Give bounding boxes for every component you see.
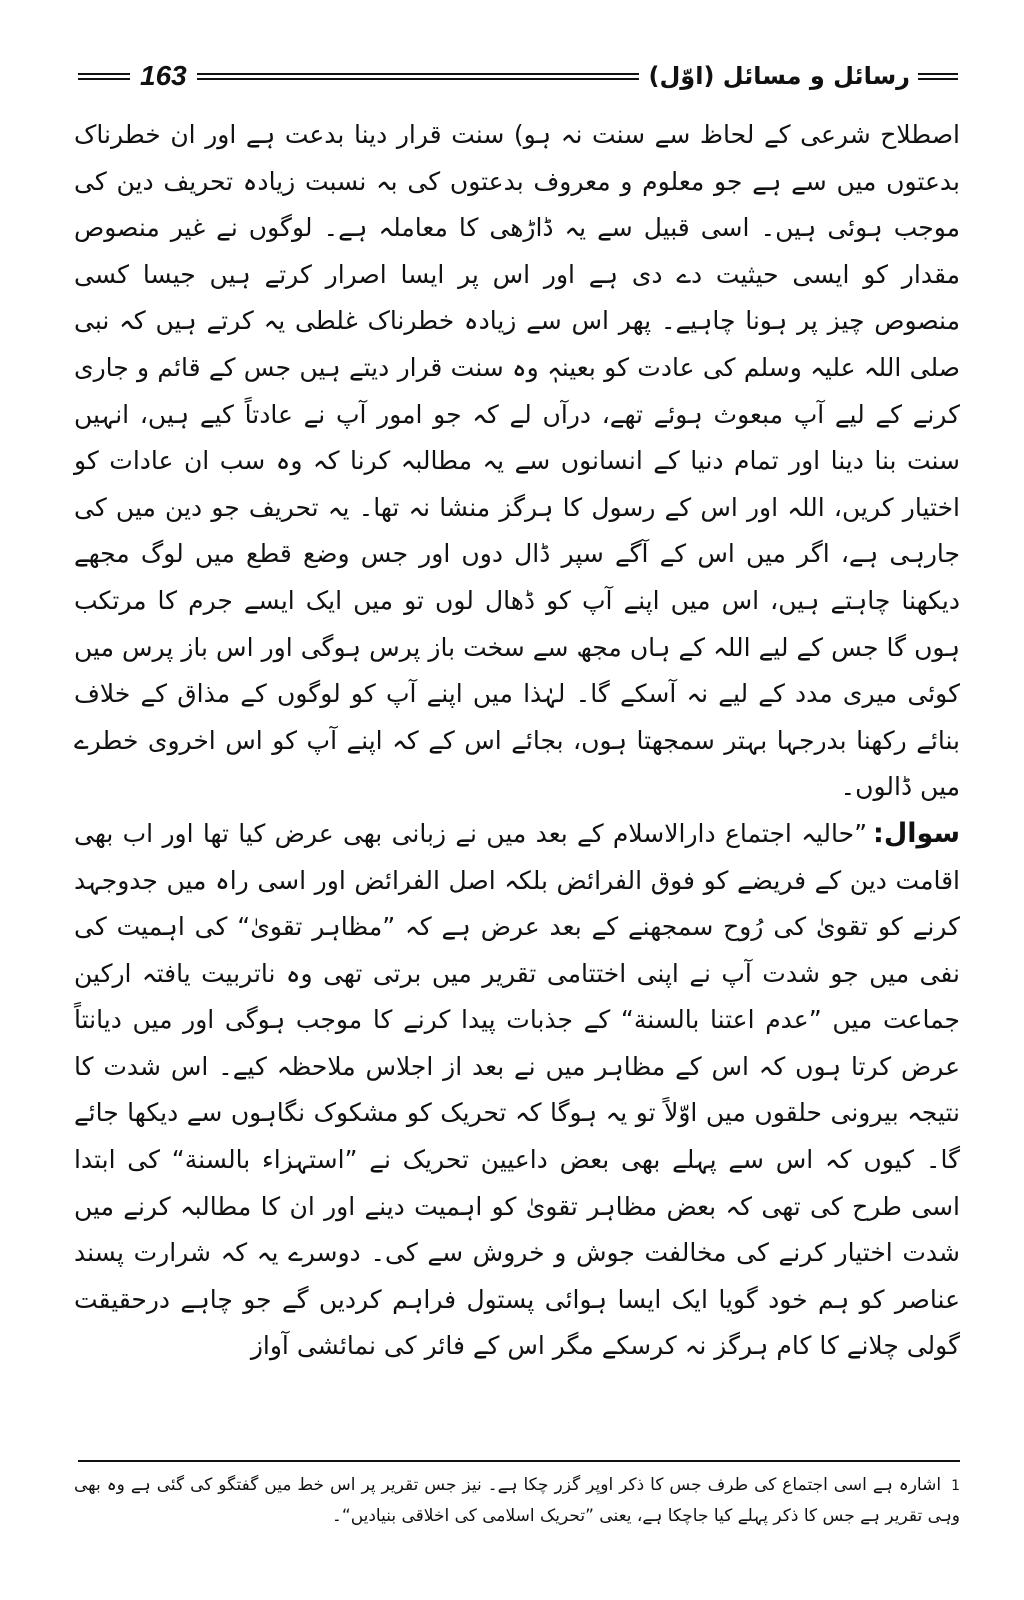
main-text — [74, 112, 960, 1370]
question-text: ”حالیہ اجتماع دارالاسلام کے بعد میں نے زبانی بھی عرض کیا تھا اور اب بھی اقامت دین کے فریضے کو فوق الفرائض بلکہ اصل الفرائض اور اسی راہ میں جدوجہد کرنے کو تقویٰ کی رُوح سمجھنے کے بعد عرض ہے کہ ”مظاہر تقویٰ“ کی اہمیت کی نفی میں جو شدت آپ نے اپنی اختتامی تقریر میں برتی تھی وہ ناتربیت یافتہ ارکین جماعت میں ”عدم اعتنا بالسنة“ کے جذبات پیدا کرنے کا موجب ہوگی اور میں دیانتاً عرض کرتا ہوں کہ اس کے مظاہر میں نے بعد از اجلاس ملاحظہ کیے۔ اس شدت کا نتیجہ بیرونی حلقوں میں اوّلاً تو یہ ہوگا کہ تحریک کو مشکوک نگاہوں سے دیکھا جائے گا۔ کیوں کہ اس سے پہلے بھی بعض داعیین تحریک نے ”استہزاء بالسنة“ کی ابتدا اسی طرح کی تھی کہ بعض مظاہر تقویٰ کو اہمیت دینے اور ان کا مطالبہ کرنے میں شدت اختیار کرنے کی مخالفت جوش و خروش سے کی۔ دوسرے یہ کہ شرارت پسند عناصر کو ہم خود گویا ایک ایسا ہوائی پستول فراہم کردیں گے جو چاہے درحقیقت گولی چلانے کا کام ہرگز نہ کرسکے مگر اس کے فائر کی نمائشی آواز — [74, 818, 960, 1361]
footnote-text: اشارہ ہے اسی اجتماع کی طرف جس کا ذکر اوپر گزر چکا ہے۔ نیز جس تقریر پر اس خط میں گفتگو کی گئی ہے وہ بھی وہی تقریر ہے جس کا ذکر پہلے کیا جاچکا ہے، یعنی ”تحریک اسلامی کی اخلاقی بنیادیں“۔ — [74, 1475, 960, 1526]
header-rule-right — [918, 73, 958, 80]
footnote — [74, 1470, 960, 1531]
running-title: رسائل و مسائل (اوّل) — [648, 62, 910, 90]
footnote-divider — [78, 1460, 960, 1462]
header-rule-middle — [197, 73, 639, 80]
footnote-marker: 1 — [951, 1478, 960, 1494]
paragraph-question — [74, 811, 960, 1370]
page-header — [78, 56, 958, 96]
page-number: 163 — [140, 60, 187, 91]
paragraph-answer-continuation: اصطلاح شرعی کے لحاظ سے سنت نہ ہو) سنت قرار دینا بدعت ہے اور ان خطرناک بدعتوں میں سے ہے جو معلوم و معروف بدعتوں کی بہ نسبت زیادہ تحریف دین کی موجب ہوئی ہیں۔ اسی قبیل سے یہ ڈاڑھی کا معاملہ ہے۔ لوگوں نے غیر منصوص مقدار کو ایسی حیثیت دے دی ہے اور اس پر ایسا اصرار کرتے ہیں جیسا کسی منصوص چیز پر ہونا چاہیے۔ پھر اس سے زیادہ خطرناک غلطی یہ کرتے ہیں کہ نبی صلی اللہ علیہ وسلم کی عادت کو بعینہٖ وہ سنت قرار دیتے ہیں جس کے قائم و جاری کرنے کے لیے آپ مبعوث ہوئے تھے، درآں لے کہ جو امور آپ نے عادتاً کیے ہیں، انہیں سنت بنا دینا اور تمام دنیا کے انسانوں سے یہ مطالبہ کرنا کہ وہ سب ان عادات کو اختیار کریں، اللہ اور اس کے رسول کا ہرگز منشا نہ تھا۔ یہ تحریف جو دین میں کی جارہی ہے، اگر میں اس کے آگے سپر ڈال دوں اور جس وضع قطع میں لوگ مجھے دیکھنا چاہتے ہیں، اس میں اپنے آپ کو ڈھال لوں تو میں ایک ایسے جرم کا مرتکب ہوں گا جس کے لیے اللہ کے ہاں مجھ سے سخت باز پرس ہوگی اور اس باز پرس میں کوئی میری مدد کے لیے نہ آسکے گا۔ لہٰذا میں اپنے آپ کو لوگوں کے مذاق کے خلاف بنائے رکھنا بدرجہا بہتر سمجھتا ہوں، بجائے اس کے کہ اپنے آپ کو اس اخروی خطرے میں ڈالوں۔ — [74, 120, 960, 802]
question-label: سوال: — [873, 817, 960, 849]
header-rule-left — [78, 73, 130, 80]
